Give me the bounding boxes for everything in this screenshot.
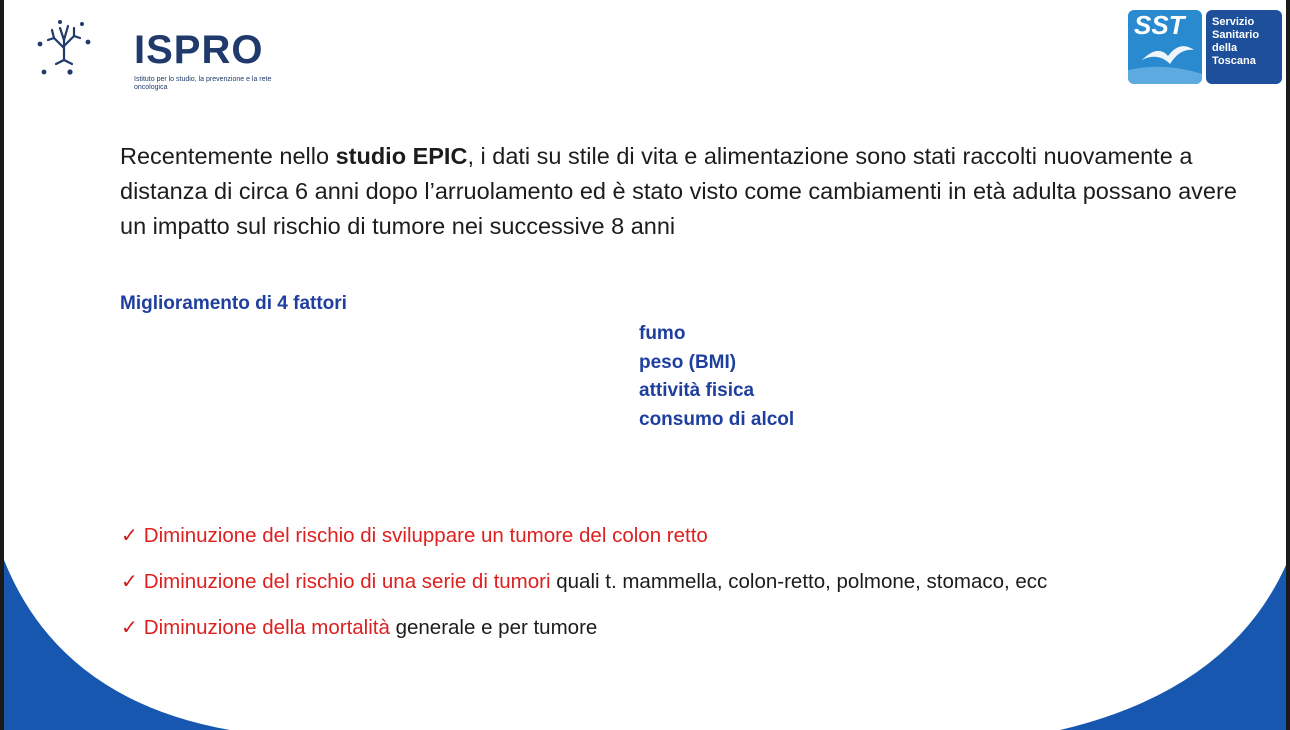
results-list (121, 520, 1047, 658)
right-frame-border (1286, 0, 1290, 730)
checkmark-icon: ✓ (121, 571, 138, 593)
left-frame-border (0, 0, 4, 730)
factor-item: peso (BMI) (639, 351, 737, 373)
improvement-heading: Miglioramento di 4 fattori (120, 293, 347, 314)
sst-label-box (1206, 10, 1282, 84)
intro-study-name: studio EPIC (335, 143, 468, 169)
sst-label-text: Servizio Sanitario della Toscana (1212, 16, 1260, 67)
intro-text-end: , i dati su stile di vita e alimentazione sono stati raccolti nuovamente a distanza di circa 6 anni dopo l’arruolamento ed è stato visto come cambiamenti in età adulta possano avere un impatto sul rischio di tumore nei successive 8 anni (120, 143, 1237, 239)
checkmark-icon: ✓ (121, 525, 138, 547)
result-highlight: Diminuzione del rischio di una serie di tumori (143, 570, 551, 593)
sst-abbreviation: SST (1134, 10, 1185, 40)
intro-text-start: Recentemente nello (120, 143, 336, 169)
result-highlight: Diminuzione del rischio di sviluppare un tumore del colon retto (143, 524, 708, 547)
result-item (121, 566, 1047, 612)
ispro-logo-subtitle: Istituto per lo studio, la prevenzione e la rete oncologica (134, 76, 272, 91)
seagull-icon (1128, 10, 1202, 84)
result-item (121, 520, 1047, 566)
factor-item: attività fisica (639, 380, 755, 401)
factor-item: fumo (639, 323, 686, 344)
checkmark-icon: ✓ (121, 617, 138, 639)
sst-emblem (1128, 10, 1202, 84)
ispro-logo (30, 14, 272, 91)
factors-list (639, 320, 794, 434)
sst-logo (1128, 10, 1282, 85)
result-detail: quali t. mammella, colon-retto, polmone, stomaco, ecc (550, 570, 1048, 593)
ispro-logo-text: ISPRO (134, 28, 264, 72)
result-highlight: Diminuzione della mortalità (143, 616, 390, 639)
result-detail: generale e per tumore (389, 616, 598, 639)
result-item (121, 612, 1047, 658)
factor-item: consumo di alcol (639, 408, 795, 430)
intro-paragraph (120, 139, 1250, 244)
tree-emblem-icon (30, 14, 102, 84)
